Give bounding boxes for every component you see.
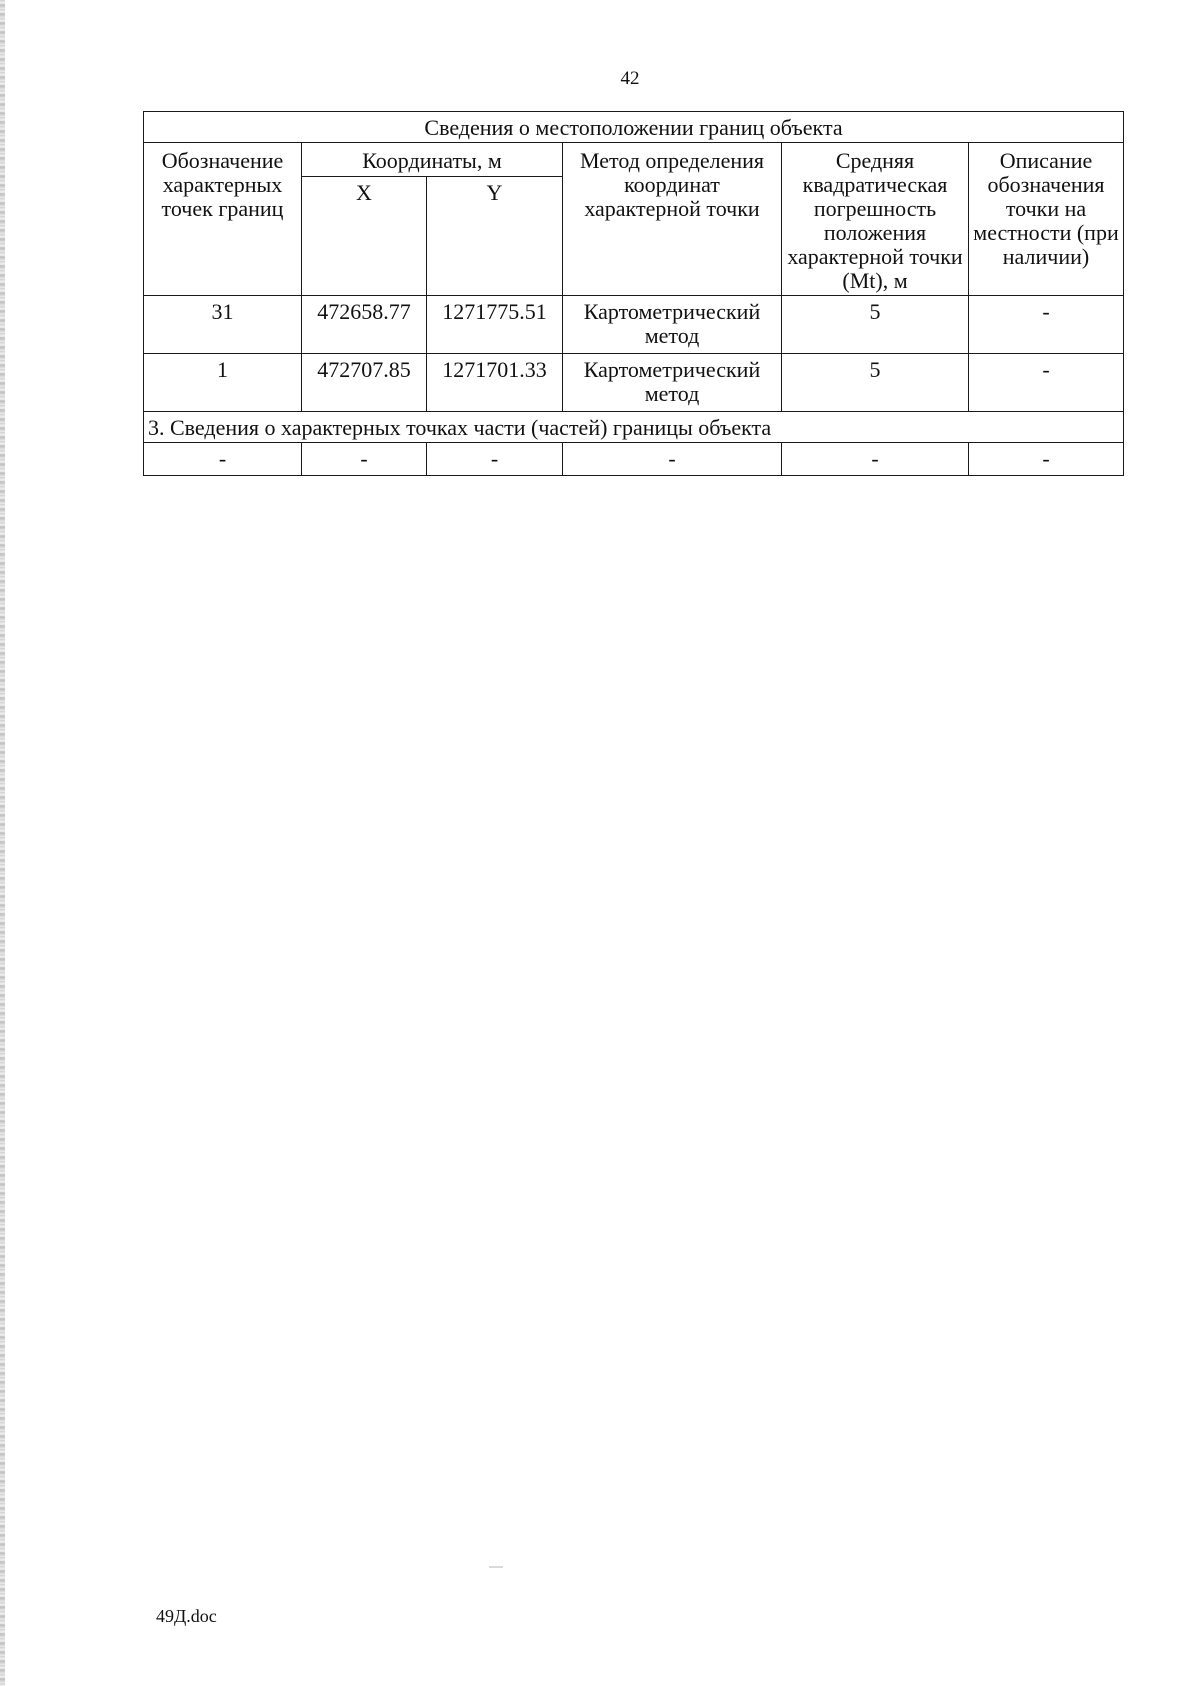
section3-title-row [144,412,1124,443]
cell-empty: - [563,443,782,476]
cell-x: 472707.85 [302,354,427,412]
page-number: 42 [620,68,640,89]
cell-empty: - [302,443,427,476]
table-row [144,296,1124,354]
cell-method: Картометрический метод [563,354,782,412]
cell-x: 472658.77 [302,296,427,354]
cell-y: 1271701.33 [427,354,563,412]
cell-accuracy: 5 [782,354,969,412]
table-row [144,354,1124,412]
cell-method: Картометрический метод [563,296,782,354]
cell-accuracy: 5 [782,296,969,354]
cell-point: 31 [144,296,302,354]
footer-filename: 49Д.doc [156,1606,217,1626]
cell-description: - [969,296,1124,354]
header-x: X [302,177,427,296]
header-method: Метод определения координат характерной точки [563,143,782,296]
cell-y: 1271775.51 [427,296,563,354]
cell-description: - [969,354,1124,412]
header-coordinates: Координаты, м [302,143,563,177]
scan-edge [0,0,5,1686]
cell-point: 1 [144,354,302,412]
header-y: Y [427,177,563,296]
cell-empty: - [427,443,563,476]
header-accuracy: Средняя квадратическая погрешность положения характерной точки (Mt), м [782,143,969,296]
cell-empty: - [144,443,302,476]
scan-mark [489,1566,503,1568]
cell-empty: - [969,443,1124,476]
header-designation: Обозначение характерных точек границ [144,143,302,296]
header-row [144,143,1124,177]
boundary-coordinates-table [143,111,1124,476]
header-description: Описание обозначения точки на местности (при наличии) [969,143,1124,296]
table-title-row [144,112,1124,143]
cell-empty: - [782,443,969,476]
section3-title: 3. Сведения о характерных точках части (частей) границы объекта [144,412,1124,443]
table-row [144,443,1124,476]
table-title: Сведения о местоположении границ объекта [144,112,1124,143]
